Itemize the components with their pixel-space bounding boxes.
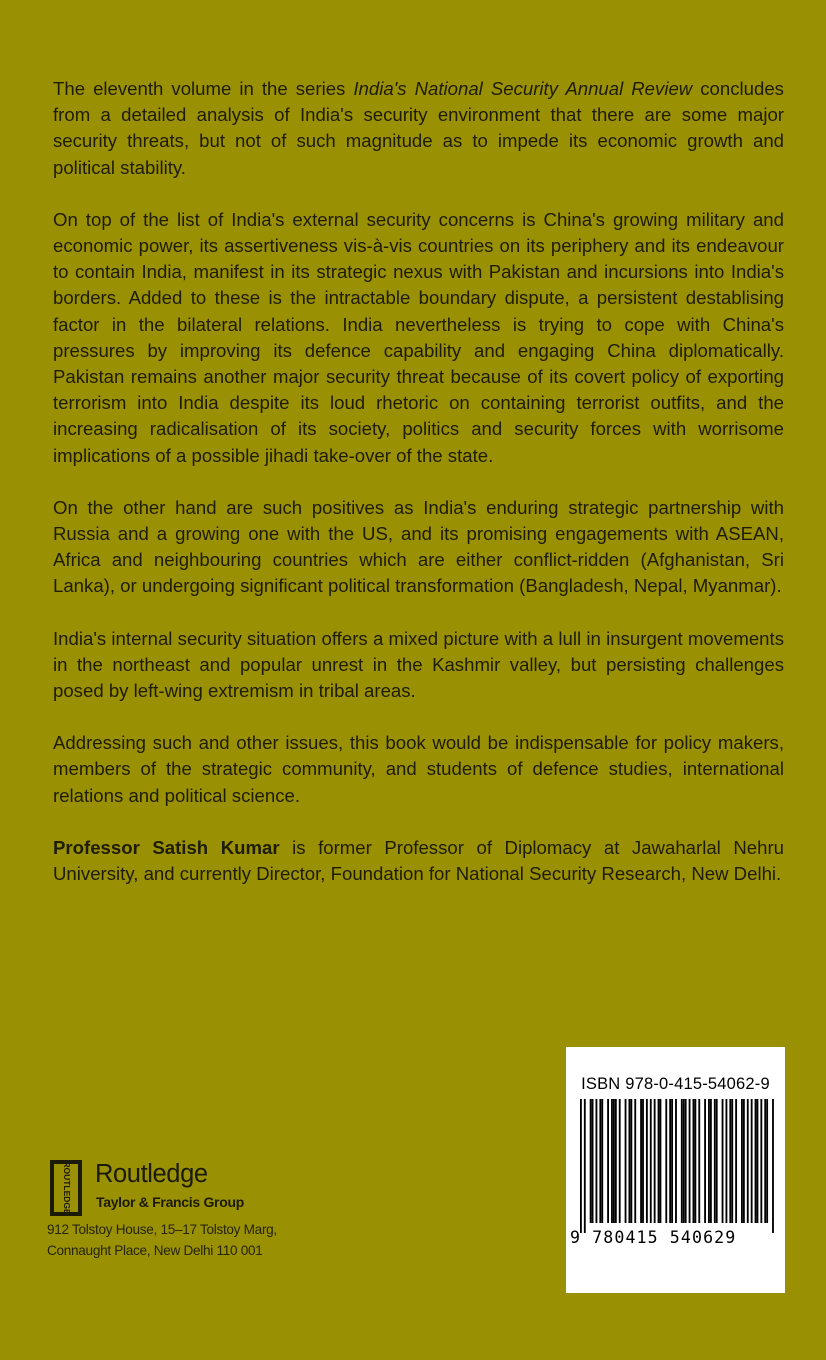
barcode-icon xyxy=(580,1099,774,1233)
blurb-paragraph-5: Addressing such and other issues, this book would be indispensable for policy makers, members of the strategic community, and students of defence studies, international relations and political science. xyxy=(53,732,784,806)
publisher-group: Taylor & Francis Group xyxy=(96,1194,244,1210)
barcode-bar xyxy=(584,1099,586,1233)
blurb-p1-rest: concludes from a detailed analysis of India's security environment that there are some major security threats, but not of such magnitude as to impede its economic growth and political stability. xyxy=(53,78,784,178)
barcode-bar xyxy=(704,1099,706,1223)
author-bio-text: is former Professor of Diplomacy at Jawaharlal Nehru University, and currently Director, Foundation for National Security Research, New Delhi. xyxy=(53,836,784,885)
barcode-bar xyxy=(729,1099,731,1223)
barcode-bar xyxy=(629,1099,631,1223)
barcode-bar xyxy=(592,1099,594,1223)
barcode-bar xyxy=(726,1099,728,1223)
barcode-bar xyxy=(660,1099,662,1223)
barcode-bar xyxy=(613,1099,615,1223)
barcode-bar xyxy=(665,1099,667,1223)
barcode-bar xyxy=(671,1099,673,1223)
barcode-bar xyxy=(669,1099,671,1223)
barcode-bar xyxy=(693,1099,695,1223)
barcode-bar xyxy=(757,1099,759,1223)
barcode-bar xyxy=(675,1099,677,1223)
blurb-p1-intro: The eleventh volume in the series xyxy=(53,78,354,99)
isbn-barcode-box xyxy=(566,1047,785,1293)
barcode-bar xyxy=(630,1099,632,1223)
barcode-bar xyxy=(755,1099,757,1223)
address-line-1: 912 Tolstoy House, 15–17 Tolstoy Marg, xyxy=(47,1222,277,1237)
barcode-bar xyxy=(708,1099,710,1223)
barcode-bar xyxy=(751,1099,753,1223)
barcode-bar xyxy=(615,1099,617,1223)
barcode-bar xyxy=(741,1099,743,1223)
barcode-bar xyxy=(650,1099,652,1223)
barcode-bar xyxy=(689,1099,691,1223)
blurb-paragraph-4: India's internal security situation offers a mixed picture with a lull in insurgent movements in the northeast and popular unrest in the Kashmir valley, but persisting challenges posed by left-wing extremism in tribal areas. xyxy=(53,627,784,702)
barcode-digits: 9 780415 540629 xyxy=(570,1228,737,1247)
barcode-bar xyxy=(596,1099,598,1223)
barcode-bar xyxy=(681,1099,683,1223)
barcode-bar xyxy=(710,1099,712,1223)
barcode-bar xyxy=(683,1099,685,1223)
barcode-bar xyxy=(698,1099,700,1223)
barcode-bar xyxy=(772,1099,774,1233)
barcode-bar xyxy=(646,1099,648,1223)
barcode-bar xyxy=(634,1099,636,1223)
blurb-paragraph-3: On the other hand are such positives as India's enduring strategic partnership with Russia and a growing one with the US, and its promising engagements with ASEAN, Africa and neighbouring countries which are either conflict-ridden (Afghanistan, Sri Lanka), or undergoing significant political transformation (Bangladesh, Nepal, Myanmar). xyxy=(53,496,784,597)
routledge-logo-icon xyxy=(50,1160,82,1218)
barcode-bar xyxy=(599,1099,601,1223)
barcode-bar xyxy=(601,1099,603,1223)
barcode-bar xyxy=(735,1099,737,1223)
barcode-bar xyxy=(731,1099,733,1223)
barcode-bar xyxy=(743,1099,745,1223)
barcode-bar xyxy=(694,1099,696,1223)
blurb-paragraph-1 xyxy=(53,76,784,181)
barcode-bar xyxy=(760,1099,762,1223)
barcode-bar xyxy=(607,1099,609,1223)
barcode-bar xyxy=(590,1099,592,1223)
barcode-bar xyxy=(685,1099,687,1223)
barcode-bar xyxy=(658,1099,660,1223)
barcode-bar xyxy=(716,1099,718,1223)
svg-text:ROUTLEDGE: ROUTLEDGE xyxy=(61,1161,72,1215)
barcode-bar xyxy=(654,1099,656,1223)
barcode-bar xyxy=(580,1099,582,1233)
barcode-bar xyxy=(722,1099,724,1223)
barcode-bar xyxy=(625,1099,627,1223)
author-name: Professor Satish Kumar xyxy=(53,836,280,858)
series-title: India's National Security Annual Review xyxy=(353,78,693,99)
barcode-bar xyxy=(611,1099,613,1223)
publisher-address xyxy=(47,1219,287,1261)
publisher-name: Routledge xyxy=(95,1160,208,1188)
barcode-bar xyxy=(764,1099,766,1223)
barcode-bar xyxy=(640,1099,642,1223)
author-bio xyxy=(53,835,784,887)
blurb-paragraph-2: On top of the list of India's external security concerns is China's growing military and economic power, its assertiveness vis-à-vis countries on its periphery and its endeavour to contain India, manifest in its strategic nexus with Pakistan and incursions into India's borders. Added to these is the intractable boundary dispute, a persistent destablising factor in the bilateral relations. India nevertheless is trying to cope with China's pressures by improving its defence capability and engaging China diplomatically. Pakistan remains another major security threat because of its covert policy of exporting terrorism into India despite its loud rhetoric on containing terrorist outfits, and the increasing radicalisation of its society, politics and security forces with worrisome implications of a possible jihadi take-over of the state. xyxy=(53,208,784,466)
barcode-bar xyxy=(747,1099,749,1223)
barcode-bar xyxy=(766,1099,768,1223)
barcode-bar xyxy=(714,1099,716,1223)
barcode-bar xyxy=(642,1099,644,1223)
blurb-text xyxy=(53,76,784,887)
address-line-2: Connaught Place, New Delhi 110 001 xyxy=(47,1243,263,1258)
barcode-bar xyxy=(619,1099,621,1223)
isbn-label: ISBN 978-0-415-54062-9 xyxy=(581,1075,770,1093)
